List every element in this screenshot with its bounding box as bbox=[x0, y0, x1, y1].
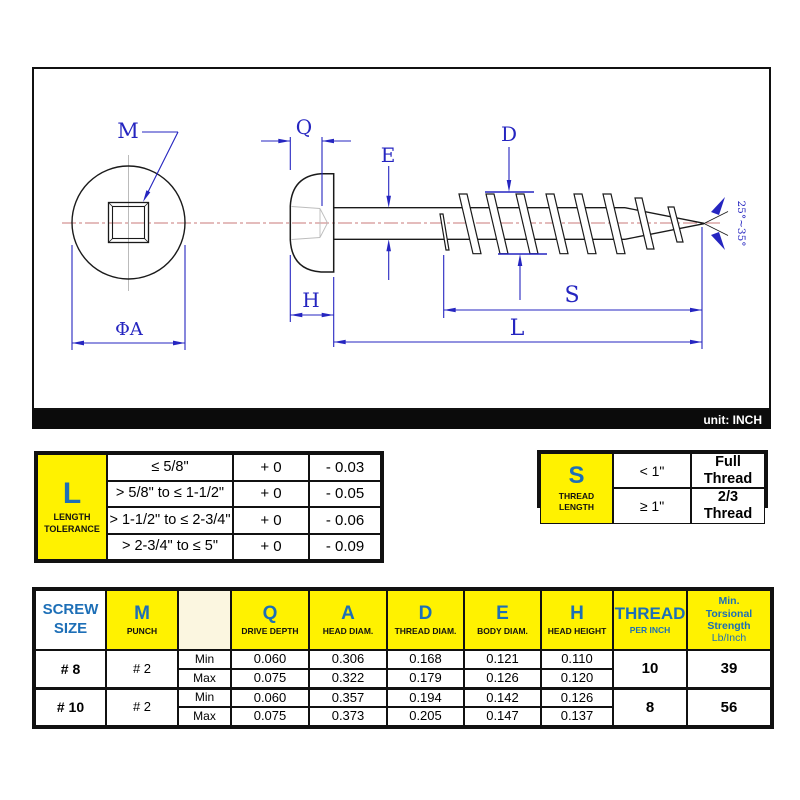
table-cell: 8 bbox=[613, 688, 687, 726]
dimension-L bbox=[334, 316, 702, 344]
table-cell: # 2 bbox=[106, 650, 178, 688]
label-h: H bbox=[302, 288, 320, 312]
dimension-H bbox=[290, 255, 333, 347]
table-cell: # 2 bbox=[106, 688, 178, 726]
table-cell: + 0 bbox=[233, 507, 309, 534]
header-m-sub: PUNCH bbox=[126, 625, 158, 636]
tolerance-label-2: TOLERANCE bbox=[44, 523, 100, 534]
table-cell: + 0 bbox=[233, 534, 309, 561]
tolerance-symbol: L bbox=[62, 477, 82, 511]
header-a-sub: HEAD DIAM. bbox=[322, 625, 374, 636]
header-strength-line1: Min. bbox=[718, 595, 740, 608]
table-cell: 0.205 bbox=[387, 707, 464, 726]
table-cell: Max bbox=[178, 669, 231, 688]
header-screw-size bbox=[35, 590, 106, 650]
unit-label: unit: INCH bbox=[703, 412, 762, 427]
table-cell: 0.075 bbox=[231, 707, 309, 726]
header-strength-line3: Strength bbox=[707, 620, 751, 632]
header-d-sub: THREAD DIAM. bbox=[394, 625, 457, 636]
screw-spec-table bbox=[32, 587, 774, 729]
table-cell: 0.179 bbox=[387, 669, 464, 688]
table-cell: 0.142 bbox=[464, 688, 541, 707]
table-cell: - 0.05 bbox=[309, 481, 381, 508]
label-e: E bbox=[380, 143, 396, 167]
table-cell: + 0 bbox=[233, 481, 309, 508]
header-thread: THREAD bbox=[614, 603, 686, 623]
table-cell: + 0 bbox=[233, 454, 309, 481]
table-cell: ≤ 5/8" bbox=[107, 454, 233, 481]
table-cell: - 0.09 bbox=[309, 534, 381, 561]
table-cell: > 5/8" to ≤ 1-1/2" bbox=[107, 481, 233, 508]
table-cell: # 8 bbox=[35, 650, 106, 688]
header-e-body-diam bbox=[464, 590, 541, 650]
table-cell: 2/3 Thread bbox=[691, 488, 765, 523]
header-a: A bbox=[341, 602, 355, 624]
header-q: Q bbox=[262, 602, 278, 624]
table-cell: 0.306 bbox=[309, 650, 387, 669]
dimension-M bbox=[117, 119, 178, 202]
header-strength-line4: Lb/Inch bbox=[711, 632, 747, 645]
header-m: M bbox=[134, 602, 150, 624]
table-cell: 0.060 bbox=[231, 688, 309, 707]
header-empty-cell bbox=[178, 590, 231, 650]
table-cell: Full Thread bbox=[691, 453, 765, 488]
thread-label-2: LENGTH bbox=[559, 501, 594, 512]
header-thread-sub: PER INCH bbox=[629, 624, 671, 635]
screw-drawing bbox=[34, 69, 769, 408]
table-cell: 0.120 bbox=[541, 669, 613, 688]
table-cell: # 10 bbox=[35, 688, 106, 726]
table-cell: Min bbox=[178, 650, 231, 669]
table-cell: Min bbox=[178, 688, 231, 707]
table-cell: 0.126 bbox=[541, 688, 613, 707]
table-cell: > 2-3/4" to ≤ 5" bbox=[107, 534, 233, 561]
label-m: M bbox=[117, 119, 139, 143]
table-cell: 0.357 bbox=[309, 688, 387, 707]
header-thread-per-inch bbox=[613, 590, 687, 650]
thread-blades bbox=[440, 194, 683, 254]
thread-symbol: S bbox=[568, 462, 585, 490]
table-cell: 0.137 bbox=[541, 707, 613, 726]
table-cell: 39 bbox=[687, 650, 771, 688]
table-cell: - 0.06 bbox=[309, 507, 381, 534]
table-cell: 56 bbox=[687, 688, 771, 726]
dimension-E bbox=[381, 143, 396, 280]
label-s: S bbox=[564, 283, 580, 308]
header-h-sub: HEAD HEIGHT bbox=[547, 625, 607, 636]
header-d: D bbox=[418, 602, 433, 624]
table-cell: 0.168 bbox=[387, 650, 464, 669]
header-q-sub: DRIVE DEPTH bbox=[241, 625, 299, 636]
table-cell: 0.075 bbox=[231, 669, 309, 688]
table-cell: - 0.03 bbox=[309, 454, 381, 481]
header-d-thread-diam bbox=[387, 590, 464, 650]
thread-label-1: THREAD bbox=[558, 491, 595, 502]
table-cell: 0.121 bbox=[464, 650, 541, 669]
header-e: E bbox=[496, 602, 509, 624]
length-tolerance-table bbox=[34, 451, 384, 563]
header-q-drive-depth bbox=[231, 590, 309, 650]
header-screw-size-line1: SCREW bbox=[42, 601, 99, 619]
header-a-head-diam bbox=[309, 590, 387, 650]
table-cell: Max bbox=[178, 707, 231, 726]
tolerance-header-cell bbox=[37, 454, 107, 560]
table-cell: ≥ 1" bbox=[613, 488, 691, 523]
table-cell: 0.147 bbox=[464, 707, 541, 726]
header-h: H bbox=[570, 602, 584, 624]
table-cell: 10 bbox=[613, 650, 687, 688]
label-tip-angle: 25°~35° bbox=[735, 200, 747, 247]
dimension-S bbox=[444, 227, 702, 349]
header-m-punch bbox=[106, 590, 178, 650]
label-d: D bbox=[500, 122, 518, 146]
label-q: Q bbox=[295, 115, 313, 139]
dimension-Q bbox=[261, 115, 351, 206]
unit-bar bbox=[32, 410, 771, 429]
table-cell: < 1" bbox=[613, 453, 691, 488]
header-torsional-strength bbox=[687, 590, 771, 650]
thread-header-cell bbox=[540, 453, 613, 524]
table-cell: 0.110 bbox=[541, 650, 613, 669]
label-l: L bbox=[509, 316, 525, 341]
header-strength-line2: Torsional bbox=[705, 607, 753, 620]
technical-drawing-panel bbox=[32, 67, 771, 410]
table-cell: 0.322 bbox=[309, 669, 387, 688]
header-h-head-height bbox=[541, 590, 613, 650]
table-cell: > 1-1/2" to ≤ 2-3/4" bbox=[107, 507, 233, 534]
table-cell: 0.373 bbox=[309, 707, 387, 726]
label-phi-a: ΦA bbox=[115, 319, 143, 340]
table-cell: 0.060 bbox=[231, 650, 309, 669]
thread-length-table bbox=[537, 450, 768, 523]
header-screw-size-line2: SIZE bbox=[53, 620, 88, 637]
header-e-sub: BODY DIAM. bbox=[477, 625, 528, 636]
tolerance-label-1: LENGTH bbox=[53, 512, 91, 523]
table-cell: 0.194 bbox=[387, 688, 464, 707]
table-cell: 0.126 bbox=[464, 669, 541, 688]
